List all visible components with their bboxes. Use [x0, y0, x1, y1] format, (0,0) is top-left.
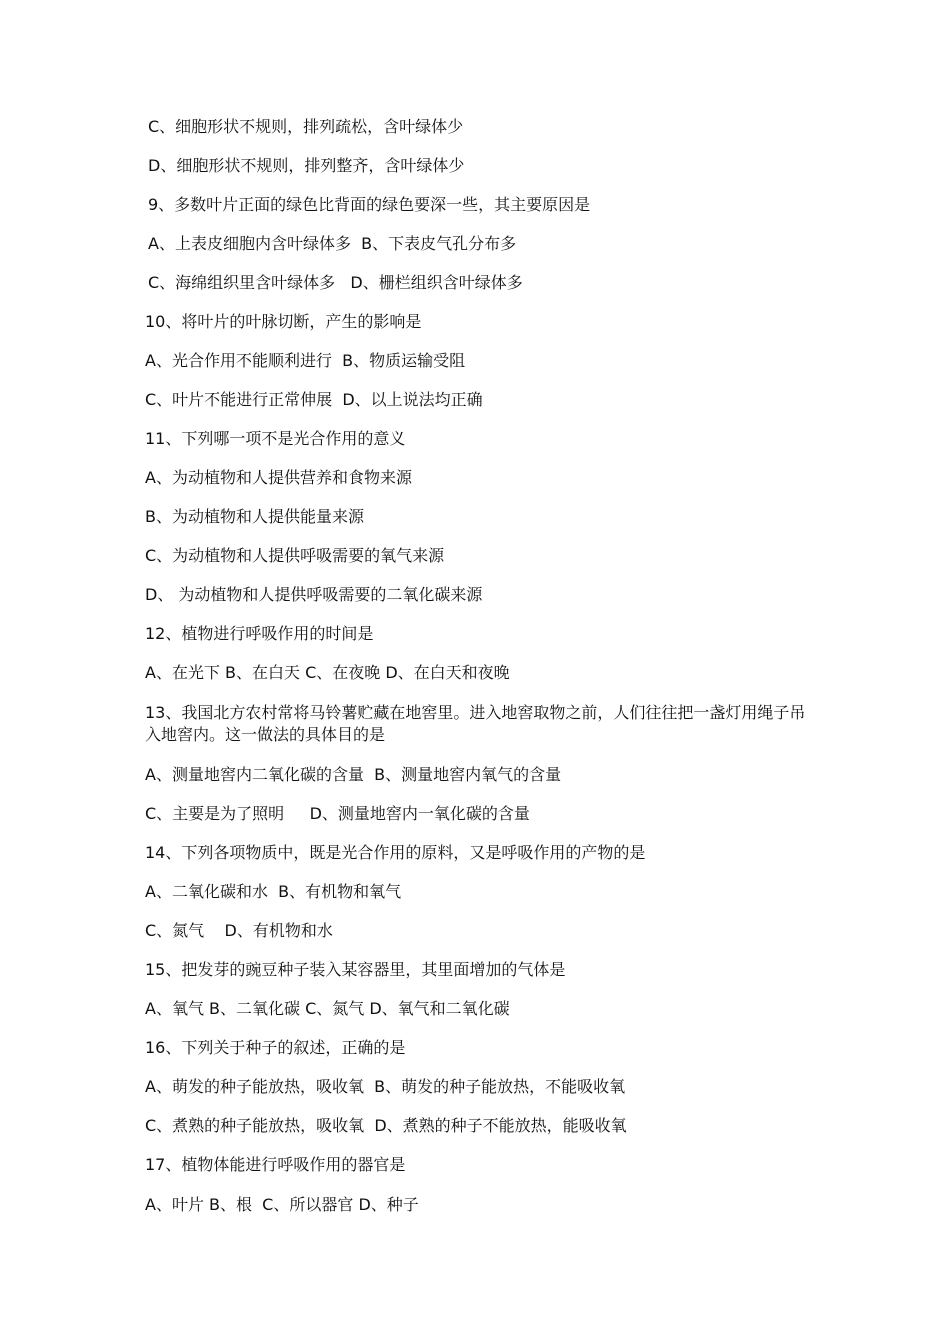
q10-options-cd: C、叶片不能进行正常伸展 D、以上说法均正确 [145, 390, 483, 409]
q15-question: 15、把发芽的豌豆种子装入某容器里，其里面增加的气体是 [145, 960, 566, 979]
q11-option-a: A、为动植物和人提供营养和食物来源 [145, 468, 412, 487]
q17-question: 17、植物体能进行呼吸作用的器官是 [145, 1155, 406, 1174]
q9-options-ab: A、上表皮细胞内含叶绿体多 B、下表皮气孔分布多 [148, 234, 517, 253]
q11-option-c: C、为动植物和人提供呼吸需要的氧气来源 [145, 546, 445, 565]
q17-options: A、叶片 B、根 C、所以器官 D、种子 [145, 1195, 419, 1214]
q11-option-d: D、 为动植物和人提供呼吸需要的二氧化碳来源 [145, 585, 483, 604]
q16-options-cd: C、煮熟的种子能放热，吸收氧 D、煮熟的种子不能放热，能吸收氧 [145, 1116, 627, 1135]
q12-question: 12、植物进行呼吸作用的时间是 [145, 624, 374, 643]
q8-option-d: D、细胞形状不规则，排列整齐，含叶绿体少 [148, 156, 465, 175]
q15-options: A、氧气 B、二氧化碳 C、氮气 D、氧气和二氧化碳 [145, 999, 510, 1018]
q10-options-ab: A、光合作用不能顺利进行 B、物质运输受阻 [145, 351, 466, 370]
q14-options-cd: C、氮气 D、有机物和水 [145, 921, 333, 940]
q16-question: 16、下列关于种子的叙述，正确的是 [145, 1038, 406, 1057]
q13-options-cd: C、主要是为了照明 D、测量地窖内一氧化碳的含量 [145, 804, 530, 823]
q8-option-c: C、细胞形状不规则，排列疏松，含叶绿体少 [148, 117, 464, 136]
q10-question: 10、将叶片的叶脉切断，产生的影响是 [145, 312, 422, 331]
q16-options-ab: A、萌发的种子能放热，吸收氧 B、萌发的种子能放热，不能吸收氧 [145, 1077, 626, 1096]
q9-question: 9、多数叶片正面的绿色比背面的绿色要深一些，其主要原因是 [148, 195, 591, 214]
q9-options-cd: C、海绵组织里含叶绿体多 D、栅栏组织含叶绿体多 [148, 273, 523, 292]
q11-question: 11、下列哪一项不是光合作用的意义 [145, 429, 406, 448]
q14-options-ab: A、二氧化碳和水 B、有机物和氧气 [145, 882, 402, 901]
q11-option-b: B、为动植物和人提供能量来源 [145, 507, 364, 526]
q14-question: 14、下列各项物质中，既是光合作用的原料，又是呼吸作用的产物的是 [145, 843, 646, 862]
q12-options: A、在光下 B、在白天 C、在夜晚 D、在白天和夜晚 [145, 663, 510, 682]
q13-question: 13、我国北方农村常将马铃薯贮藏在地窖里。进入地窖取物之前，人们往往把一盏灯用绳子吊入地窖内。这一做法的具体目的是 [145, 703, 806, 744]
q13-options-ab: A、测量地窖内二氧化碳的含量 B、测量地窖内氧气的含量 [145, 765, 562, 784]
